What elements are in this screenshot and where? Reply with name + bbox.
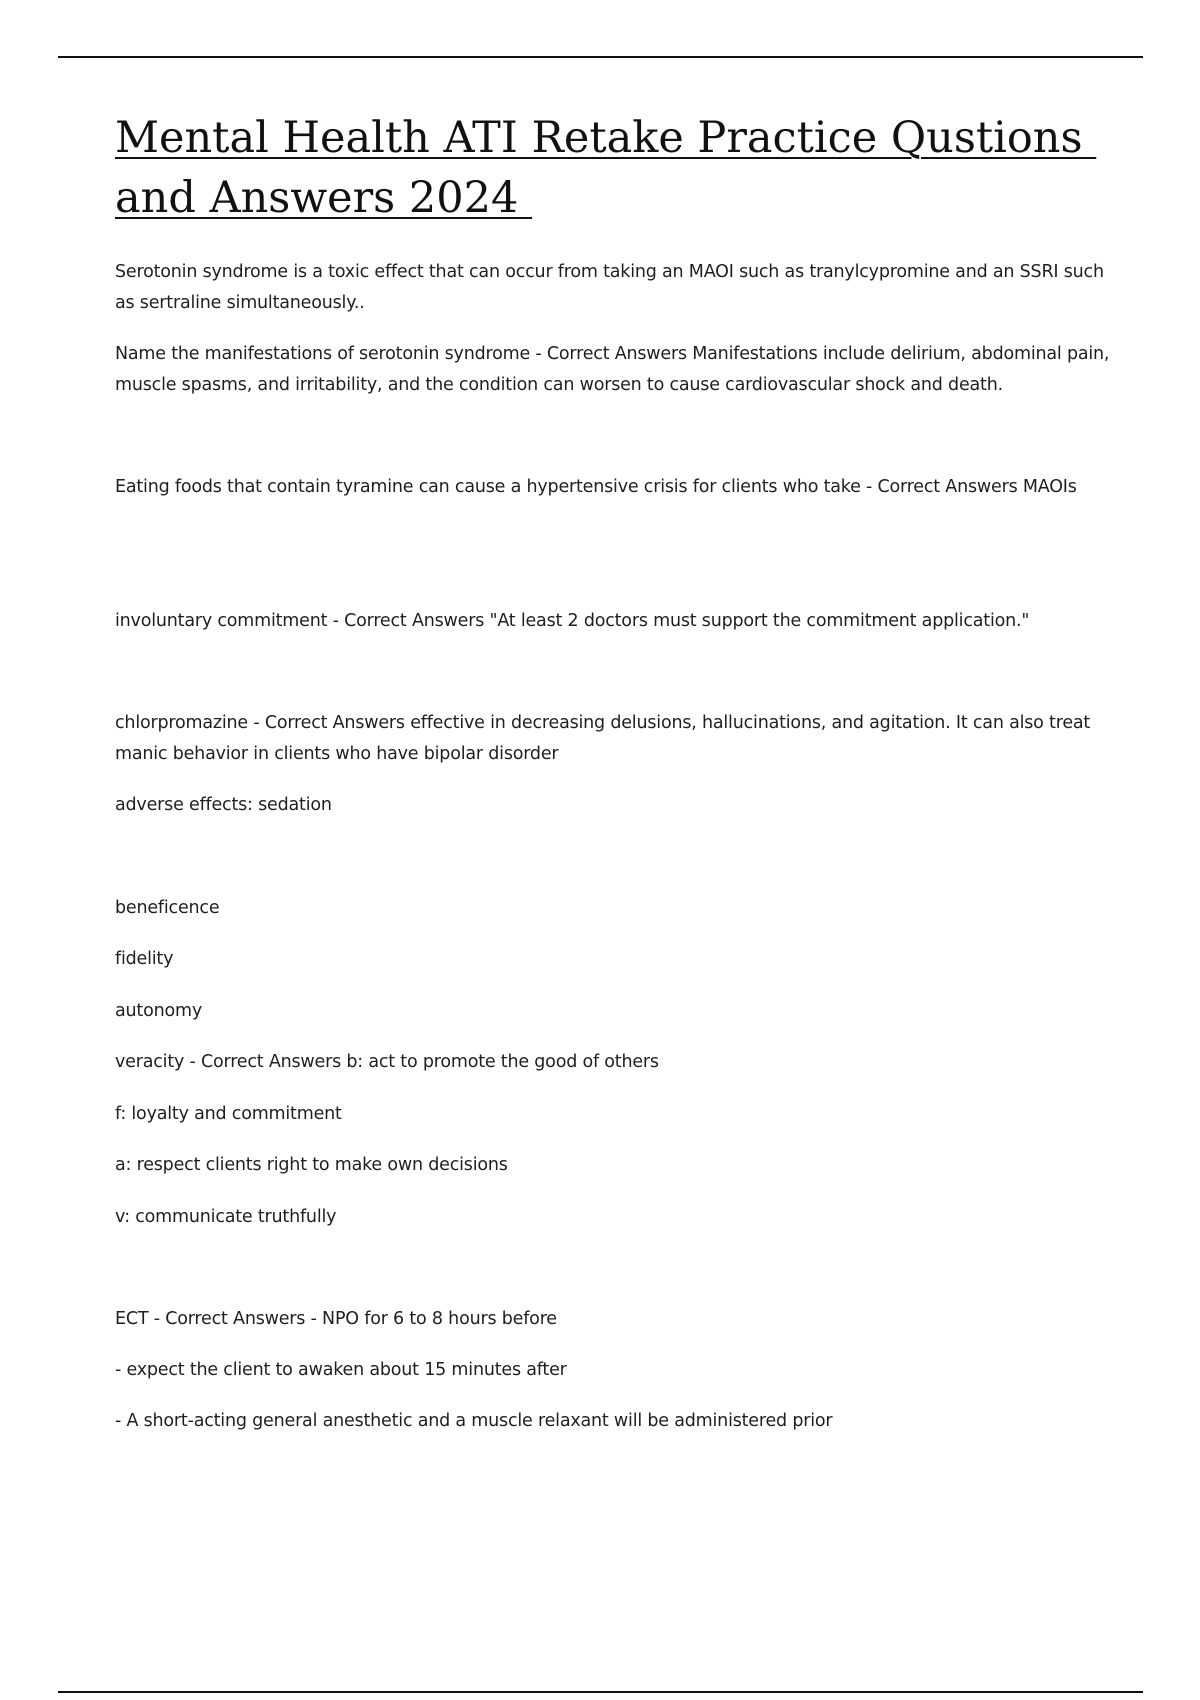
paragraph-fidelity-definition: f: loyalty and commitment [115,1104,342,1124]
bottom-rule [58,1691,1143,1693]
paragraph-ect: ECT - Correct Answers - NPO for 6 to 8 hours before [115,1309,557,1329]
paragraph-veracity: veracity - Correct Answers b: act to promote the good of others [115,1052,659,1072]
paragraph-ect-anesthetic: - A short-acting general anesthetic and a muscle relaxant will be administered prior [115,1411,833,1431]
paragraph-chlorpromazine: chlorpromazine - Correct Answers effective in decreasing delusions, hallucinations, and agitation. It can also treat manic behavior in clients who have bipolar disorder [115,713,1091,764]
document-title: Mental Health ATI Retake Practice Qustions and Answers 2024 [115,113,1097,223]
paragraph-serotonin-intro: Serotonin syndrome is a toxic effect that can occur from taking an MAOI such as tranylcypromine and an SSRI such as sertraline simultaneously.. [115,262,1104,313]
paragraph-autonomy: autonomy [115,1001,202,1021]
top-rule [58,56,1143,58]
paragraph-fidelity: fidelity [115,949,174,969]
paragraph-beneficence: beneficence [115,898,220,918]
paragraph-veracity-definition: v: communicate truthfully [115,1207,337,1227]
paragraph-ect-awaken: - expect the client to awaken about 15 minutes after [115,1360,567,1380]
paragraph-autonomy-definition: a: respect clients right to make own decisions [115,1155,508,1175]
paragraph-serotonin-manifestations: Name the manifestations of serotonin syndrome - Correct Answers Manifestations include delirium, abdominal pain, muscle spasms, and irritability, and the condition can worsen to cause cardiovascular shock and death. [115,344,1110,395]
paragraph-tyramine: Eating foods that contain tyramine can cause a hypertensive crisis for clients who take - Correct Answers MAOIs [115,477,1077,497]
paragraph-adverse-effects: adverse effects: sedation [115,795,332,815]
paragraph-involuntary-commitment: involuntary commitment - Correct Answers "At least 2 doctors must support the commitment application." [115,611,1030,631]
